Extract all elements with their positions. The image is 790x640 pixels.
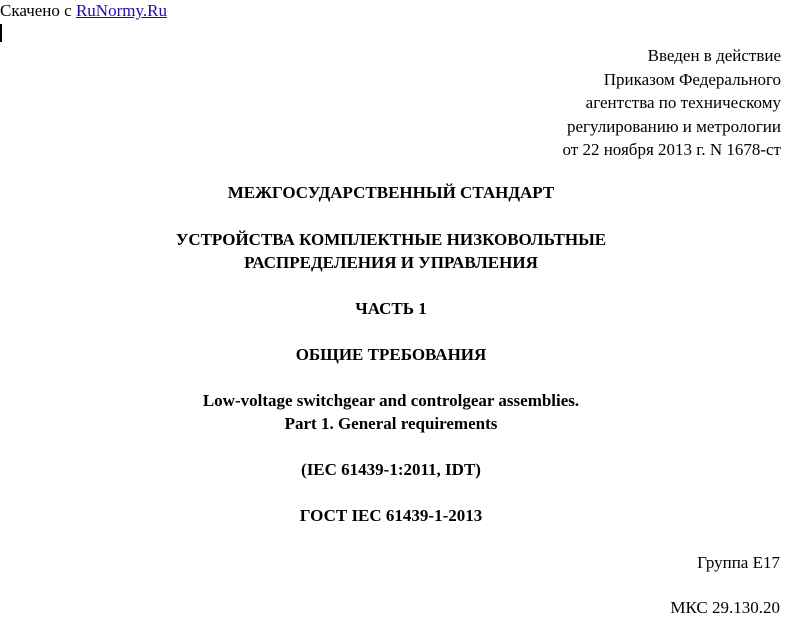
download-source-line bbox=[0, 1, 167, 21]
enactment-line: агентства по техническому bbox=[585, 93, 781, 112]
standard-title-ru-line2: РАСПРЕДЕЛЕНИЯ И УПРАВЛЕНИЯ bbox=[244, 253, 538, 272]
standard-kind-heading: МЕЖГОСУДАРСТВЕННЫЙ СТАНДАРТ bbox=[227, 183, 555, 202]
group-code: Группа Е17 bbox=[697, 553, 780, 572]
mks-code: МКС 29.130.20 bbox=[670, 598, 780, 617]
enactment-line: от 22 ноября 2013 г. N 1678-ст bbox=[562, 140, 781, 159]
standard-title-en-line2: Part 1. General requirements bbox=[284, 414, 498, 433]
enactment-line: регулированию и метрологии bbox=[566, 116, 781, 136]
subtitle-heading: ОБЩИЕ ТРЕБОВАНИЯ bbox=[295, 345, 487, 364]
runormy-link[interactable]: RuNormy.Ru bbox=[75, 1, 167, 20]
standard-title-ru-line1: УСТРОЙСТВА КОМПЛЕКТНЫЕ НИЗКОВОЛЬТНЫЕ bbox=[175, 230, 607, 249]
part-heading: ЧАСТЬ 1 bbox=[355, 299, 427, 318]
standard-title-en-line1: Low-voltage switchgear and controlgear assemblies. bbox=[202, 391, 580, 410]
enactment-line: Введен в действие bbox=[647, 46, 781, 65]
enactment-line: Приказом Федерального bbox=[603, 69, 781, 89]
iec-reference: (IEC 61439-1:2011, IDT) bbox=[301, 460, 481, 479]
text-cursor bbox=[0, 24, 2, 42]
download-source-prefix: Скачено с bbox=[0, 1, 76, 20]
enactment-note bbox=[563, 44, 782, 162]
gost-number: ГОСТ IEC 61439-1-2013 bbox=[299, 506, 483, 525]
